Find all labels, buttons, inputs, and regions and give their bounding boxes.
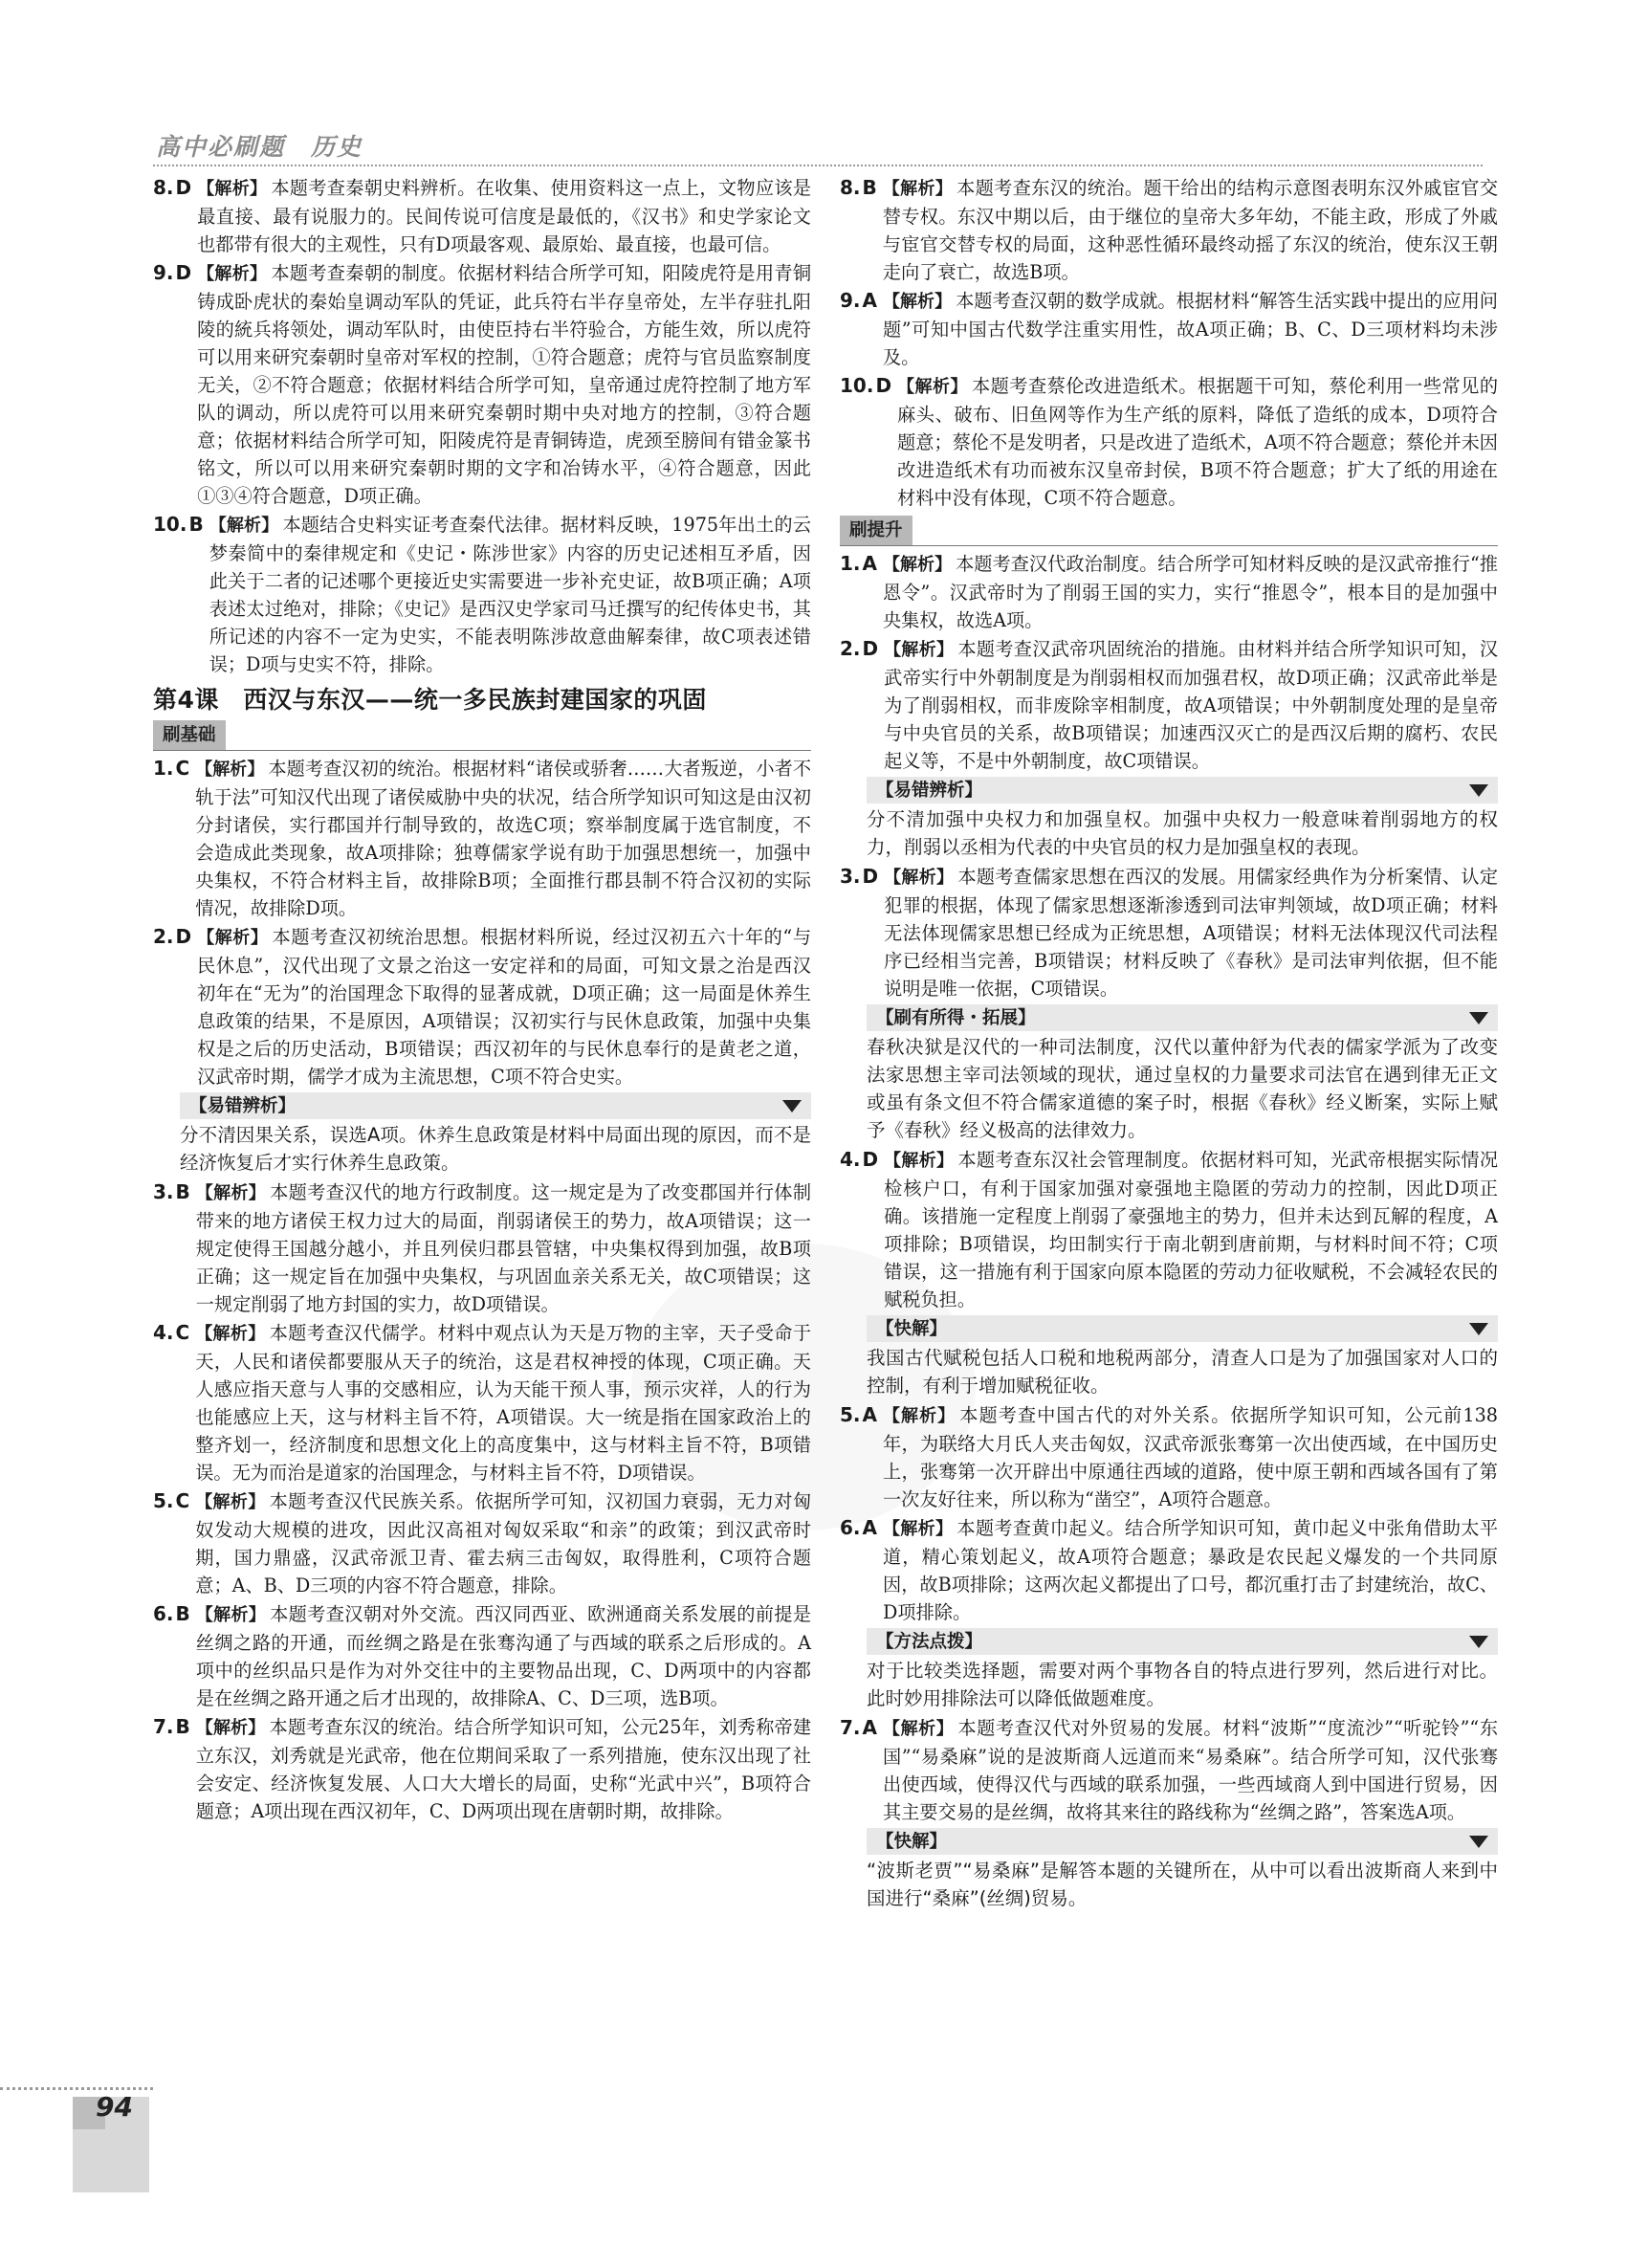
answer-item — [153, 1600, 811, 1712]
question-number: 8. — [840, 176, 861, 199]
answer-letter: B — [175, 1715, 190, 1738]
right-answers-d — [840, 1146, 1498, 1313]
analysis-tag: 【解析】 — [195, 1718, 266, 1738]
question-number: 9. — [840, 289, 861, 312]
answer-letter: B — [175, 1602, 190, 1625]
answer-number — [153, 1178, 190, 1318]
question-number: 7. — [153, 1715, 174, 1738]
tip-bar-label: 【快解】 — [876, 1318, 948, 1339]
answer-explanation — [883, 1401, 1498, 1513]
answer-number — [840, 1401, 877, 1513]
analysis-tag: 【解析】 — [883, 1519, 954, 1539]
answer-item — [153, 1178, 811, 1318]
page-number: 94 — [96, 2091, 133, 2123]
analysis-tag: 【解析】 — [195, 1183, 267, 1203]
analysis-text: 本题考查汉朝对外交流。西汉同西亚、欧洲通商关系发展的前提是丝绸之路的开通，而丝绸之路是在张骞沟通了与西域的联系之后形成的。A项中的丝织品只是作为对外交往中的主要物品出现，C、D两项中的内容都是在丝绸之路开通之后才出现的，故排除A、C、D三项，选B项。 — [195, 1603, 812, 1709]
tip-bar — [867, 1628, 1498, 1655]
analysis-text: 本题考查秦朝的制度。依据材料结合所学可知，阳陵虎符是用青铜铸成卧虎状的秦始皇调动军队的凭证，此兵符右半存皇帝处，左半存驻扎阳陵的統兵将领处，调动军队时，由使臣持右半符验合，方能生效，所以虎符可以用来研究秦朝时皇帝对军权的控制，①符合题意；虎符与官员监察制度无关，②不符合题意；依据材料结合所学可知，皇帝通过虎符控制了地方军队的调动，所以虎符可以用来研究秦朝时期中央对地方的控制，③符合题意；依据材料结合所学可知，阳陵虎符是青铜铸造，虎颈至膀间有错金篆书铭文，所以可以用来研究秦朝时期的文字和冶铸水平，④符合题意，因此①③④符合题意，D项正确。 — [197, 262, 812, 507]
answer-item — [153, 174, 811, 258]
question-number: 3. — [840, 865, 861, 888]
triangle-down-icon — [1469, 784, 1488, 797]
answer-explanation — [196, 1178, 811, 1318]
answer-letter: B — [175, 1180, 190, 1203]
analysis-text: 本题考查东汉的统治。题干给出的结构示意图表明东汉外戚宦官交替专权。东汉中期以后，由于继位的皇帝大多年幼，不能主政，形成了外戚与宦官交替专权的局面，这种恶性循环最终动摇了东汉的统治，使东汉王朝走向了衰亡，故选B项。 — [882, 177, 1499, 283]
answer-explanation — [883, 550, 1498, 634]
analysis-tag: 【解析】 — [209, 516, 279, 536]
question-number: 5. — [153, 1489, 174, 1512]
answer-explanation — [884, 635, 1498, 775]
answer-item — [153, 1319, 811, 1486]
analysis-text: 本题考查东汉社会管理制度。依据材料可知，光武帝根据实际情况检核户口，有利于国家加强对豪强地主隐匿的劳动力的控制，因此D项正确。该措施一定程度上削弱了豪强地主的势力，但并未达到瓦解的程度，A项排除；B项错误，均田制实行于南北朝到唐前期，与材料时间不符；C项错误，这一措施有利于国家向原本隐匿的劳动力征收赋税，不会减轻农民的赋税负担。 — [884, 1149, 1499, 1310]
analysis-tag: 【解析】 — [884, 640, 955, 660]
answer-letter: B — [862, 176, 877, 199]
tip-bar-label: 【快解】 — [876, 1831, 948, 1852]
footer-rule — [0, 2087, 153, 2090]
answer-letter: C — [175, 1321, 190, 1344]
answer-number — [840, 1514, 877, 1626]
analysis-tag: 【解析】 — [897, 377, 968, 397]
section-label-advanced: 刷提升 — [840, 516, 912, 545]
analysis-text: 本题考查汉代政治制度。结合所学可知材料反映的是汉武帝推行“推恩令”。汉武帝时为了削弱王国的实力，实行“推恩令”，根本目的是加强中央集权，故选A项。 — [883, 553, 1498, 631]
tip-bar-label: 【易错辨析】 — [189, 1095, 297, 1116]
answer-letter: D — [862, 865, 879, 888]
answer-item — [153, 923, 811, 1090]
analysis-tag: 【解析】 — [884, 868, 955, 888]
left-answers-c — [153, 1178, 811, 1825]
answer-number — [153, 174, 191, 258]
analysis-tag: 【解析】 — [883, 292, 953, 312]
answer-number — [840, 174, 877, 286]
question-number: 4. — [153, 1321, 174, 1344]
lesson-title: 第4课 西汉与东汉——统一多民族封建国家的巩固 — [153, 686, 707, 714]
triangle-down-icon — [782, 1100, 802, 1112]
answer-letter: D — [175, 925, 192, 948]
answer-number — [153, 1319, 189, 1486]
answer-letter: C — [175, 757, 190, 780]
analysis-text: 本题考查汉初统治思想。根据材料所说，经过汉初五六十年的“与民休息”，汉代出现了文景之治这一安定祥和的局面，可知文景之治是西汉初年在“无为”的治国理念下取得的显著成就，D项正确；这一局面是休养生息政策的结果，不是原因，A项错误；汉初实行与民休息政策，加强中央集权是之后的历史活动，B项错误；西汉初年的与民休息奉行的是黄老之道，汉武帝时期，儒学才成为主流思想，C项不符合史实。 — [197, 926, 812, 1088]
triangle-down-icon — [1469, 1323, 1488, 1335]
answer-explanation — [883, 287, 1498, 371]
answer-number — [153, 755, 189, 922]
answer-number — [840, 287, 877, 371]
right-answers-e — [840, 1401, 1498, 1626]
analysis-text: 本题考查汉代对外贸易的发展。材料“波斯”“度流沙”“听驼铃”“东国”“易桑麻”说的是波斯商人远道而来“易桑麻”。结合所学可知，汉代张骞出使西域，使得汉代与西域的联系加强，一些西域商人到中国进行贸易，因其主要交易的是丝绸，故将其来往的路线称为“丝绸之路”，答案选A项。 — [883, 1717, 1499, 1823]
left-answers-b — [153, 755, 811, 1090]
tip-note: 春秋决狱是汉代的一种司法制度，汉代以董仲舒为代表的儒家学派为了改变法家思想主宰司法领域的现状，通过皇权的力量要求司法官在遇到律无正文或虽有条文但不符合儒家道德的案子时，根据《春秋》经义断案，实际上赋予《春秋》经义极高的法律效力。 — [867, 1036, 1498, 1141]
answer-number — [153, 1713, 190, 1825]
analysis-text: 本题考查汉代儒学。材料中观点认为天是万物的主宰，天子受命于天，人民和诸侯都要服从天子的统治，这是君权神授的体现，C项正确。天人感应指天意与人事的交感相应，认为天能干预人事，预示灾祥，人的行为也能感应上天，这与材料主旨不符，A项错误。大一统是指在国家政治上的整齐划一，经济制度和思想文化上的高度集中，这与材料主旨不符，B项错误。无为而治是道家的治国理念，与材料主旨不符，D项错误。 — [195, 1322, 812, 1484]
left-column — [153, 174, 811, 1826]
answer-number — [840, 372, 891, 512]
answer-number — [840, 635, 878, 775]
tip-bar-label: 【刷有所得・拓展】 — [876, 1007, 1036, 1028]
tip-note: 我国古代赋税包括人口税和地税两部分，清查人口是为了加强国家对人口的控制，有利于增加赋税征收。 — [867, 1347, 1498, 1397]
answer-explanation — [884, 863, 1498, 1002]
analysis-text: 本题考查汉代的地方行政制度。这一规定是为了改变郡国并行体制带来的地方诸侯王权力过大的局面，削弱诸侯王的势力，故A项错误；这一规定使得王国越分越小，并且列侯归郡县管辖，中央集权得到加强，故B项正确；这一规定旨在加强中央集权，与巩固血亲关系无关，故C项错误；这一规定削弱了地方封国的实力，故D项错误。 — [195, 1181, 812, 1315]
triangle-down-icon — [1469, 1012, 1488, 1024]
tip-bar — [867, 1004, 1498, 1031]
answer-letter: A — [862, 552, 877, 575]
answer-explanation — [197, 259, 811, 510]
tip-bar — [867, 1828, 1498, 1855]
answer-explanation — [209, 511, 811, 678]
answer-letter: A — [862, 1403, 877, 1426]
answer-item — [840, 550, 1498, 634]
question-number: 6. — [153, 1602, 174, 1625]
analysis-tag: 【解析】 — [197, 264, 268, 284]
answer-number — [153, 1600, 190, 1712]
answer-explanation — [195, 1487, 811, 1599]
analysis-tag: 【解析】 — [884, 1151, 955, 1171]
answer-number — [153, 923, 191, 1090]
question-number: 1. — [840, 552, 861, 575]
tip-bar — [867, 1315, 1498, 1342]
tip-bar-label: 【方法点拨】 — [876, 1631, 983, 1652]
question-number: 2. — [153, 925, 174, 948]
answer-letter: D — [175, 176, 192, 199]
analysis-tag: 【解析】 — [197, 179, 268, 199]
question-number: 6. — [840, 1516, 861, 1539]
page-header: 高中必刷题 历史 — [156, 133, 363, 161]
answer-item — [840, 174, 1498, 286]
answer-explanation — [883, 174, 1498, 286]
answer-explanation — [197, 174, 811, 258]
tip-note: 分不清因果关系，误选A项。休养生息政策是材料中局面出现的原因，而不是经济恢复后才实行休养生息政策。 — [180, 1124, 811, 1174]
answer-letter: A — [862, 289, 877, 312]
answer-item — [840, 372, 1498, 512]
analysis-text: 本题结合史料实证考查秦代法律。据材料反映，1975年出土的云梦秦简中的秦律规定和《史记・陈涉世家》内容的历史记述相互矛盾，因此关于二者的记述哪个更接近史实需要进一步补充史证，故B项正确；A项表述太过绝对，排除；《史记》是西汉史学家司马迁撰写的纪传体史书，其所记述的内容不一定为史实，不能表明陈涉故意曲解秦律，故C项表述错误；D项与史实不符，排除。 — [209, 514, 811, 675]
analysis-text: 本题考查蔡伦改进造纸术。根据题干可知，蔡伦利用一些常见的麻头、破布、旧鱼网等作为生产纸的原料，降低了造纸的成本，D项符合题意；蔡伦不是发明者，只是改进了造纸术，A项不符合题意；蔡伦并未因改进造纸术有功而被东汉皇帝封侯，B项不符合题意；扩大了纸的用途在材料中没有体现，C项不符合题意。 — [897, 375, 1499, 509]
tip-bar — [867, 777, 1498, 804]
question-number: 7. — [840, 1716, 861, 1739]
analysis-text: 本题考查儒家思想在西汉的发展。用儒家经典作为分析案情、认定犯罪的根据，体现了儒家思想逐渐渗透到司法审判领域，故D项正确；材料无法体现儒家思想已经成为正统思想，A项错误；材料无法体现汉代司法程序已经相当完善，B项错误；材料反映了《春秋》是司法审判依据，但不能说明是唯一依据，C项错误。 — [884, 866, 1499, 1000]
answer-number — [840, 550, 877, 634]
tip-note: 分不清加强中央权力和加强皇权。加强中央权力一般意味着削弱地方的权力，削弱以丞相为代表的中央官员的权力是加强皇权的表现。 — [867, 808, 1498, 858]
answer-explanation — [884, 1146, 1498, 1313]
tip-note: “波斯老贾”“易桑麻”是解答本题的关键所在，从中可以看出波斯商人来到中国进行“桑麻”(丝绸)贸易。 — [867, 1860, 1498, 1909]
analysis-tag: 【解析】 — [195, 760, 265, 780]
header-rule — [153, 165, 1483, 166]
answer-explanation — [897, 372, 1498, 512]
tip-bar-label: 【易错辨析】 — [876, 780, 983, 801]
question-number: 10. — [153, 513, 187, 536]
analysis-text: 本题考查秦朝史料辨析。在收集、使用资料这一点上，文物应该是最直接、最有说服力的。民间传说可信度是最低的，《汉书》和史学家论文也都带有很大的主观性，只有D项最客观、最原始、最直接，也最可信。 — [197, 177, 812, 255]
analysis-text: 本题考查东汉的统治。结合所学知识可知，公元25年，刘秀称帝建立东汉，刘秀就是光武帝，他在位期间采取了一系列措施，使东汉出现了社会安定、经济恢复发展、人口大大增长的局面，史称“光武中兴”，B项符合题意；A项出现在西汉初年，C、D两项出现在唐朝时期，故排除。 — [195, 1716, 811, 1822]
answer-explanation — [883, 1714, 1498, 1826]
answer-letter: C — [175, 1489, 190, 1512]
section-advanced — [840, 513, 1498, 546]
answer-item — [840, 1146, 1498, 1313]
answer-explanation — [195, 1319, 811, 1486]
answer-number — [840, 863, 878, 1002]
answer-item — [153, 511, 811, 678]
answer-explanation — [196, 1600, 811, 1712]
analysis-text: 本题考查中国古代的对外关系。依据所学知识可知，公元前138年，为联络大月氏人夹击匈奴，汉武帝派张骞第一次出使西域，在中国历史上，张骞第一次开辟出中原通往西域的道路，使中原王朝和西域各国有了第一次友好往来，所以称为“凿空”，A项符合题意。 — [883, 1404, 1498, 1510]
answer-number — [153, 511, 204, 678]
analysis-tag: 【解析】 — [195, 1492, 266, 1512]
answer-number — [840, 1714, 877, 1826]
tip-note: 对于比较类选择题，需要对两个事物各自的特点进行罗列，然后进行对比。此时妙用排除法可以降低做题难度。 — [867, 1660, 1498, 1709]
analysis-tag: 【解析】 — [195, 1605, 267, 1625]
answer-letter: D — [862, 637, 879, 660]
section-label-basic: 刷基础 — [153, 720, 226, 750]
answer-item — [840, 1714, 1498, 1826]
question-number: 8. — [153, 176, 174, 199]
right-column — [840, 174, 1498, 1914]
answer-letter: A — [862, 1516, 877, 1539]
analysis-tag: 【解析】 — [197, 928, 269, 948]
answer-item — [153, 259, 811, 510]
question-number: 4. — [840, 1148, 861, 1171]
right-answers-f — [840, 1714, 1498, 1826]
answer-letter: D — [175, 261, 192, 284]
answer-item — [840, 1514, 1498, 1626]
answer-number — [840, 1146, 878, 1313]
answer-explanation — [883, 1514, 1498, 1626]
tip-bar — [180, 1092, 811, 1119]
answer-item — [153, 1713, 811, 1825]
answer-item — [840, 635, 1498, 775]
section-rule — [153, 750, 811, 751]
answer-number — [153, 1487, 189, 1599]
answer-item — [153, 755, 811, 922]
question-number: 10. — [840, 374, 874, 397]
analysis-text: 本题考查汉武帝巩固统治的措施。由材料并结合所学知识可知，汉武帝实行中外朝制度是为削弱相权而加强君权，故D项正确；汉武帝此举是为了削弱相权，而非废除宰相制度，故A项错误；中外朝制度处理的是皇帝与中央官员的关系，故B项错误；加速西汉灭亡的是西汉后期的腐朽、农民起义等，不是中外朝制度，故C项错误。 — [884, 638, 1499, 772]
answer-letter: D — [862, 1148, 879, 1171]
right-answers-b — [840, 550, 1498, 775]
answer-item — [840, 1401, 1498, 1513]
question-number: 9. — [153, 261, 174, 284]
analysis-tag: 【解析】 — [882, 179, 954, 199]
left-answers-a — [153, 174, 811, 678]
analysis-tag: 【解析】 — [195, 1324, 266, 1344]
analysis-text: 本题考查黄巾起义。结合所学知识可知，黄巾起义中张角借助太平道，精心策划起义，故A项符合题意；暴政是农民起义爆发的一个共同原因，故B项排除；这两次起义都提出了口号，都沉重打击了封建统治，故C、D项排除。 — [883, 1517, 1499, 1623]
right-answers-a — [840, 174, 1498, 512]
answer-number — [153, 259, 191, 510]
answer-item — [840, 287, 1498, 371]
answer-letter: A — [862, 1716, 877, 1739]
analysis-text: 本题考查汉初的统治。根据材料“诸侯或骄奢……大者叛逆，小者不轨于法”可知汉代出现了诸侯威胁中央的状况，结合所学知识可知这是由汉初分封诸侯，实行郡国并行制导致的，故选C项；察举制度属于选官制度，不会造成此类现象，故A项排除；独尊儒家学说有助于加强思想统一，加强中央集权，不符合材料主旨，故排除B项；全面推行郡县制不符合汉初的实际情况，故排除D项。 — [195, 758, 812, 919]
question-number: 2. — [840, 637, 861, 660]
analysis-tag: 【解析】 — [883, 1406, 956, 1426]
section-rule — [840, 545, 1498, 546]
triangle-down-icon — [1469, 1636, 1488, 1648]
question-number: 1. — [153, 757, 174, 780]
answer-item — [840, 863, 1498, 1002]
analysis-text: 本题考查汉朝的数学成就。根据材料“解答生活实践中提出的应用问题”可知中国古代数学注重实用性，故A项正确；B、C、D三项材料均未涉及。 — [883, 290, 1498, 368]
answer-item — [153, 1487, 811, 1599]
answer-explanation — [197, 923, 811, 1090]
analysis-tag: 【解析】 — [883, 1719, 955, 1739]
triangle-down-icon — [1469, 1836, 1488, 1848]
section-basic — [153, 717, 811, 751]
answer-explanation — [195, 755, 811, 922]
right-answers-c — [840, 863, 1498, 1002]
answer-letter: D — [875, 374, 892, 397]
analysis-text: 本题考查汉代民族关系。依据所学可知，汉初国力衰弱，无力对匈奴发动大规模的进攻，因此汉高祖对匈奴采取“和亲”的政策；到汉武帝时期，国力鼎盛，汉武帝派卫青、霍去病三击匈奴，取得胜利，C项符合题意；A、B、D三项的内容不符合题意，排除。 — [195, 1490, 812, 1596]
question-number: 3. — [153, 1180, 174, 1203]
question-number: 5. — [840, 1403, 861, 1426]
analysis-tag: 【解析】 — [883, 555, 953, 575]
answer-letter: B — [188, 513, 204, 536]
answer-explanation — [196, 1713, 811, 1825]
